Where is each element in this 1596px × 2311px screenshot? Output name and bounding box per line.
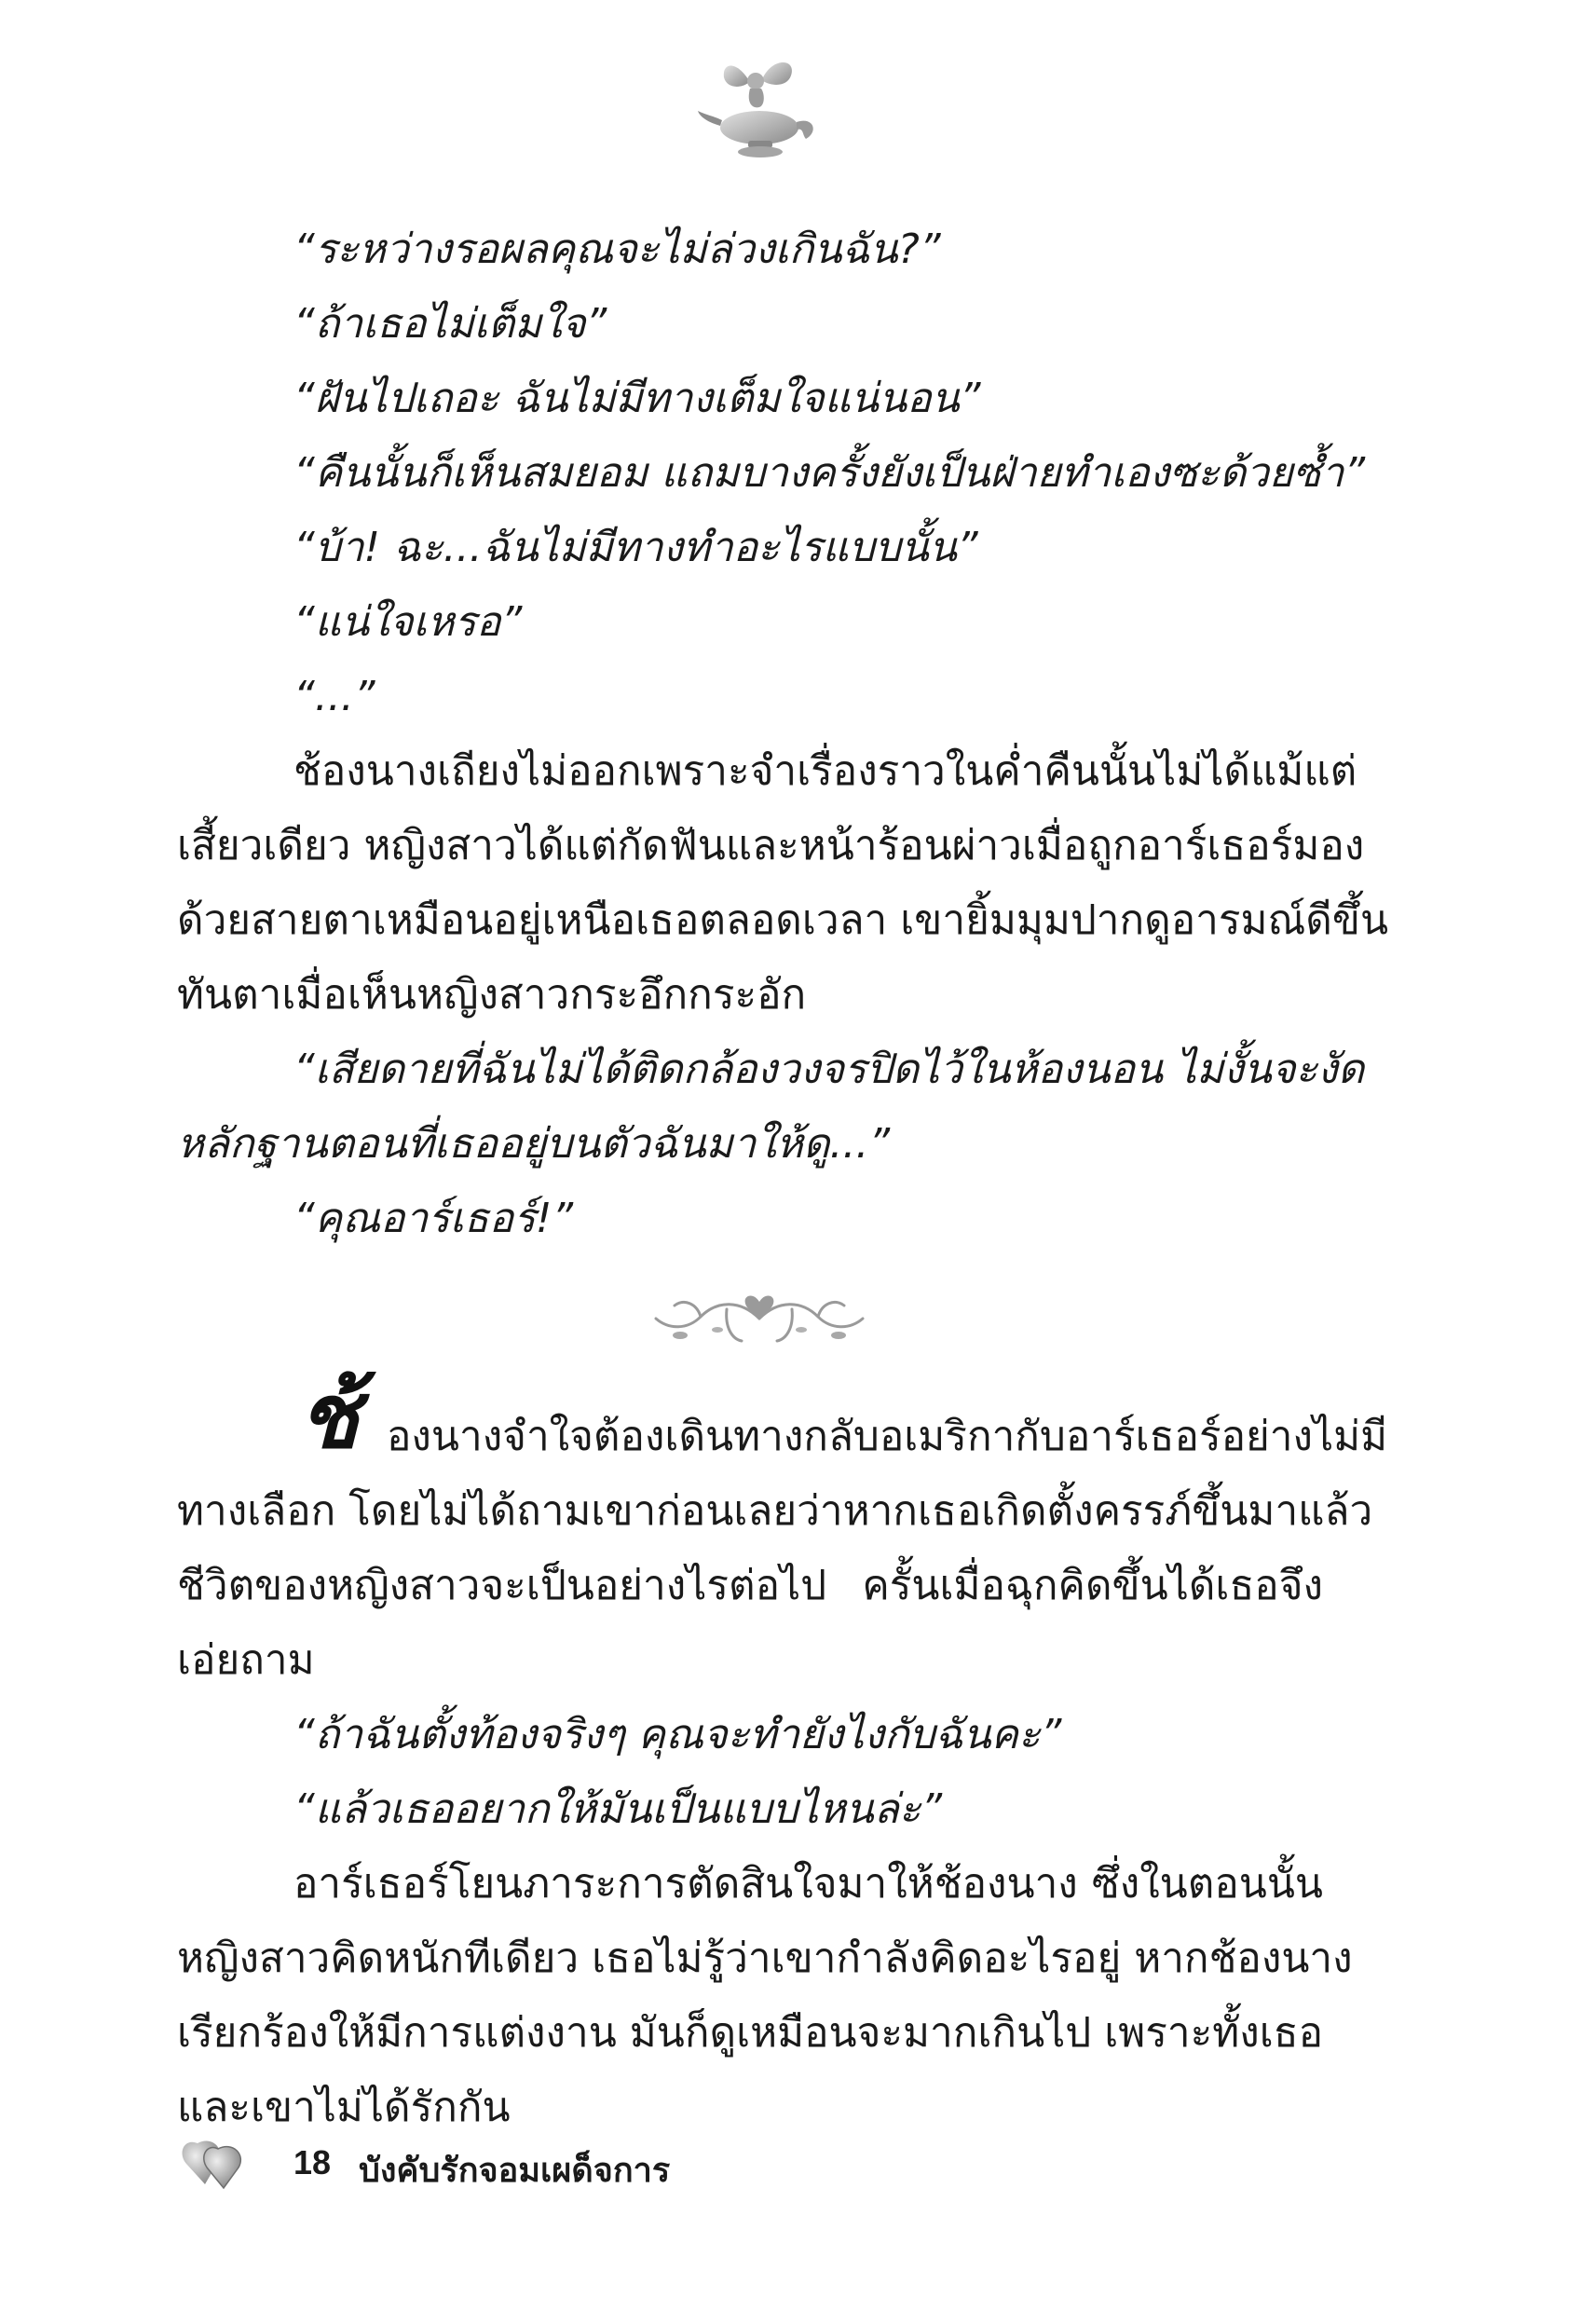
drop-cap: ช้ [298,1363,360,1469]
dialogue-line: “แล้วเธออยากให้มันเป็นแบบไหนล่ะ” [293,1785,943,1833]
paragraph-line: ช้องนางเถียงไม่ออกเพราะจำเรื่องราวในค่ำคืนนั้นไม่ได้แม้แต่ [293,747,1357,795]
paragraph-line: องนางจำใจต้องเดินทางกลับอเมริกากับอาร์เธอร์อย่างไม่มี [387,1413,1388,1460]
dialogue-line: “ถ้าเธอไม่เต็มใจ” [293,300,607,348]
dialogue-line: “เสียดายที่ฉันไม่ได้ติดกล้องวงจรปิดไว้ในห้องนอน ไม่งั้นจะงัด [293,1046,1365,1093]
hearts-icon [177,2134,247,2195]
dialogue-line: “คืนนั้นก็เห็นสมยอม แถมบางครั้งยังเป็นฝ่ายทำเองซะด้วยซ้ำ” [293,449,1366,497]
book-title: บังคับรักจอมเผด็จการ [359,2152,671,2190]
paragraph-line: หญิงสาวคิดหนักทีเดียว เธอไม่รู้ว่าเขากำลังคิดอะไรอยู่ หากช้องนาง [177,1935,1353,1982]
paragraph-line: เรียกร้องให้มีการแต่งงาน มันก็ดูเหมือนจะมากเกินไป เพราะทั้งเธอ [177,2009,1324,2057]
paragraph-line: ทางเลือก โดยไม่ได้ถามเขาก่อนเลยว่าหากเธอเกิดตั้งครรภ์ขึ้นมาแล้ว [177,1487,1373,1535]
dialogue-line: “บ้า! ฉะ...ฉันไม่มีทางทำอะไรแบบนั้น” [293,524,978,571]
floral-divider-icon [643,1281,876,1351]
paragraph-line: เสี้ยวเดียว หญิงสาวได้แต่กัดฟันและหน้าร้อนผ่าวเมื่อถูกอาร์เธอร์มอง [177,822,1365,869]
page-number: 18 [293,2143,332,2181]
dialogue-line: “แน่ใจเหรอ” [293,598,523,646]
paragraph-line: และเขาไม่ได้รักกัน [177,2084,511,2131]
paragraph-line: อาร์เธอร์โยนภาระการตัดสินใจมาให้ช้องนาง ซึ่งในตอนนั้น [293,1860,1323,1908]
paragraph-line: ด้วยสายตาเหมือนอยู่เหนือเธอตลอดเวลา เขายิ้มมุมปากดูอารมณ์ดีขึ้น [177,896,1389,944]
paragraph-line: ทันตาเมื่อเห็นหญิงสาวกระอึกกระอัก [177,971,807,1019]
dialogue-line: หลักฐานตอนที่เธออยู่บนตัวฉันมาให้ดู...” [177,1120,891,1168]
dialogue-line: “...” [293,673,375,720]
dialogue-line: “ฝันไปเถอะ ฉันไม่มีทางเต็มใจแน่นอน” [293,375,981,422]
paragraph-line: เอ่ยถาม [177,1636,315,1684]
cupid-teapot-ornament-icon [694,51,825,163]
dialogue-line: “ถ้าฉันตั้งท้องจริงๆ คุณจะทำยังไงกับฉันคะ” [293,1711,1062,1758]
page-footer [177,2134,1016,2199]
dialogue-line: “ระหว่างรอผลคุณจะไม่ล่วงเกินฉัน?” [293,226,941,273]
dialogue-line: “คุณอาร์เธอร์!” [293,1195,574,1242]
paragraph-line: ชีวิตของหญิงสาวจะเป็นอย่างไรต่อไป ครั้นเมื่อฉุกคิดขึ้นได้เธอจึง [177,1562,1323,1609]
